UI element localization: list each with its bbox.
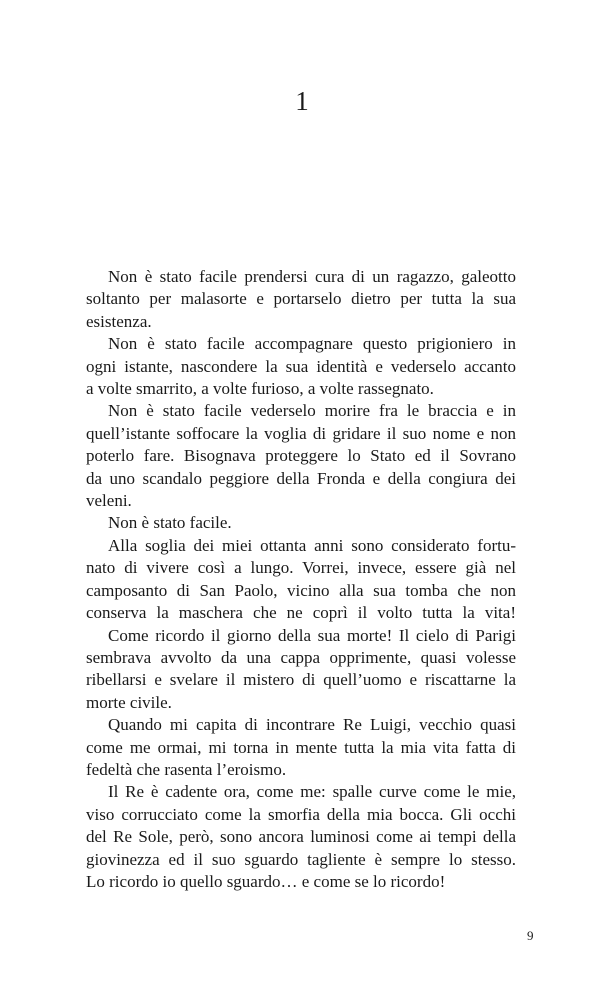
paragraph-5 xyxy=(86,535,516,625)
text-line: Non è stato facile accompagnare questo prigioniero in xyxy=(108,334,516,354)
text-line: Lo ricordo io quello sguardo… e come se lo ricordo! xyxy=(86,871,446,891)
paragraph-1 xyxy=(86,266,516,333)
text-line: ribellarsi e svelare il mistero di quell’uomo e riscattarne la xyxy=(86,670,516,690)
paragraph-2 xyxy=(86,333,516,400)
text-line: Il Re è cadente ora, come me: spalle curve come le mie, xyxy=(108,782,516,802)
page-number: 9 xyxy=(527,928,534,943)
text-line: Alla soglia dei miei ottanta anni sono considerato fortu- xyxy=(108,535,516,555)
paragraph-8 xyxy=(86,781,516,893)
chapter-number: 1 xyxy=(295,86,309,116)
text-line: veleni. xyxy=(86,491,132,511)
text-line: nato di vivere così a lungo. Vorrei, invece, essere già nel xyxy=(86,558,516,578)
text-line: Quando mi capita di incontrare Re Luigi, vecchio quasi xyxy=(108,715,516,735)
text-line: viso corrucciato come la smorfia della mia bocca. Gli occhi xyxy=(86,804,516,824)
text-line: Non è stato facile. xyxy=(108,513,232,533)
text-line: da uno scandalo peggiore della Fronda e della congiura dei xyxy=(86,468,516,488)
paragraph-7 xyxy=(86,714,516,781)
text-line: quell’istante soffocare la voglia di gridare il suo nome e non xyxy=(86,423,516,443)
text-line: conserva la maschera che ne coprì il volto tutta la vita! xyxy=(86,603,516,623)
body-text xyxy=(86,266,516,893)
text-line: poterlo fare. Bisognava proteggere lo Stato ed il Sovrano xyxy=(86,446,516,466)
text-line: soltanto per malasorte e portarselo dietro per tutta la sua xyxy=(86,289,516,309)
text-line: sembrava avvolto da una cappa opprimente, quasi volesse xyxy=(86,647,516,667)
text-line: Come ricordo il giorno della sua morte! Il cielo di Parigi xyxy=(108,625,516,645)
text-line: Non è stato facile prendersi cura di un ragazzo, galeotto xyxy=(108,267,516,286)
text-line: fedeltà che rasenta l’eroismo. xyxy=(86,759,287,779)
text-line: Non è stato facile vederselo morire fra le braccia e in xyxy=(108,401,516,421)
paragraph-3 xyxy=(86,400,516,512)
text-line: giovinezza ed il suo sguardo tagliente è sempre lo stesso. xyxy=(86,849,516,869)
text-line: come me ormai, mi torna in mente tutta la mia vita fatta di xyxy=(86,737,516,757)
text-line: esistenza. xyxy=(86,311,152,331)
paragraph-4 xyxy=(86,512,516,534)
text-line: camposanto di San Paolo, vicino alla sua tomba che non xyxy=(86,580,516,600)
text-line: del Re Sole, però, sono ancora luminosi come ai tempi della xyxy=(86,827,516,847)
text-line: a volte smarrito, a volte furioso, a volte rassegnato. xyxy=(86,379,434,399)
text-line: ogni istante, nascondere la sua identità e vederselo accanto xyxy=(86,356,516,376)
text-line: morte civile. xyxy=(86,692,172,712)
paragraph-6 xyxy=(86,625,516,715)
